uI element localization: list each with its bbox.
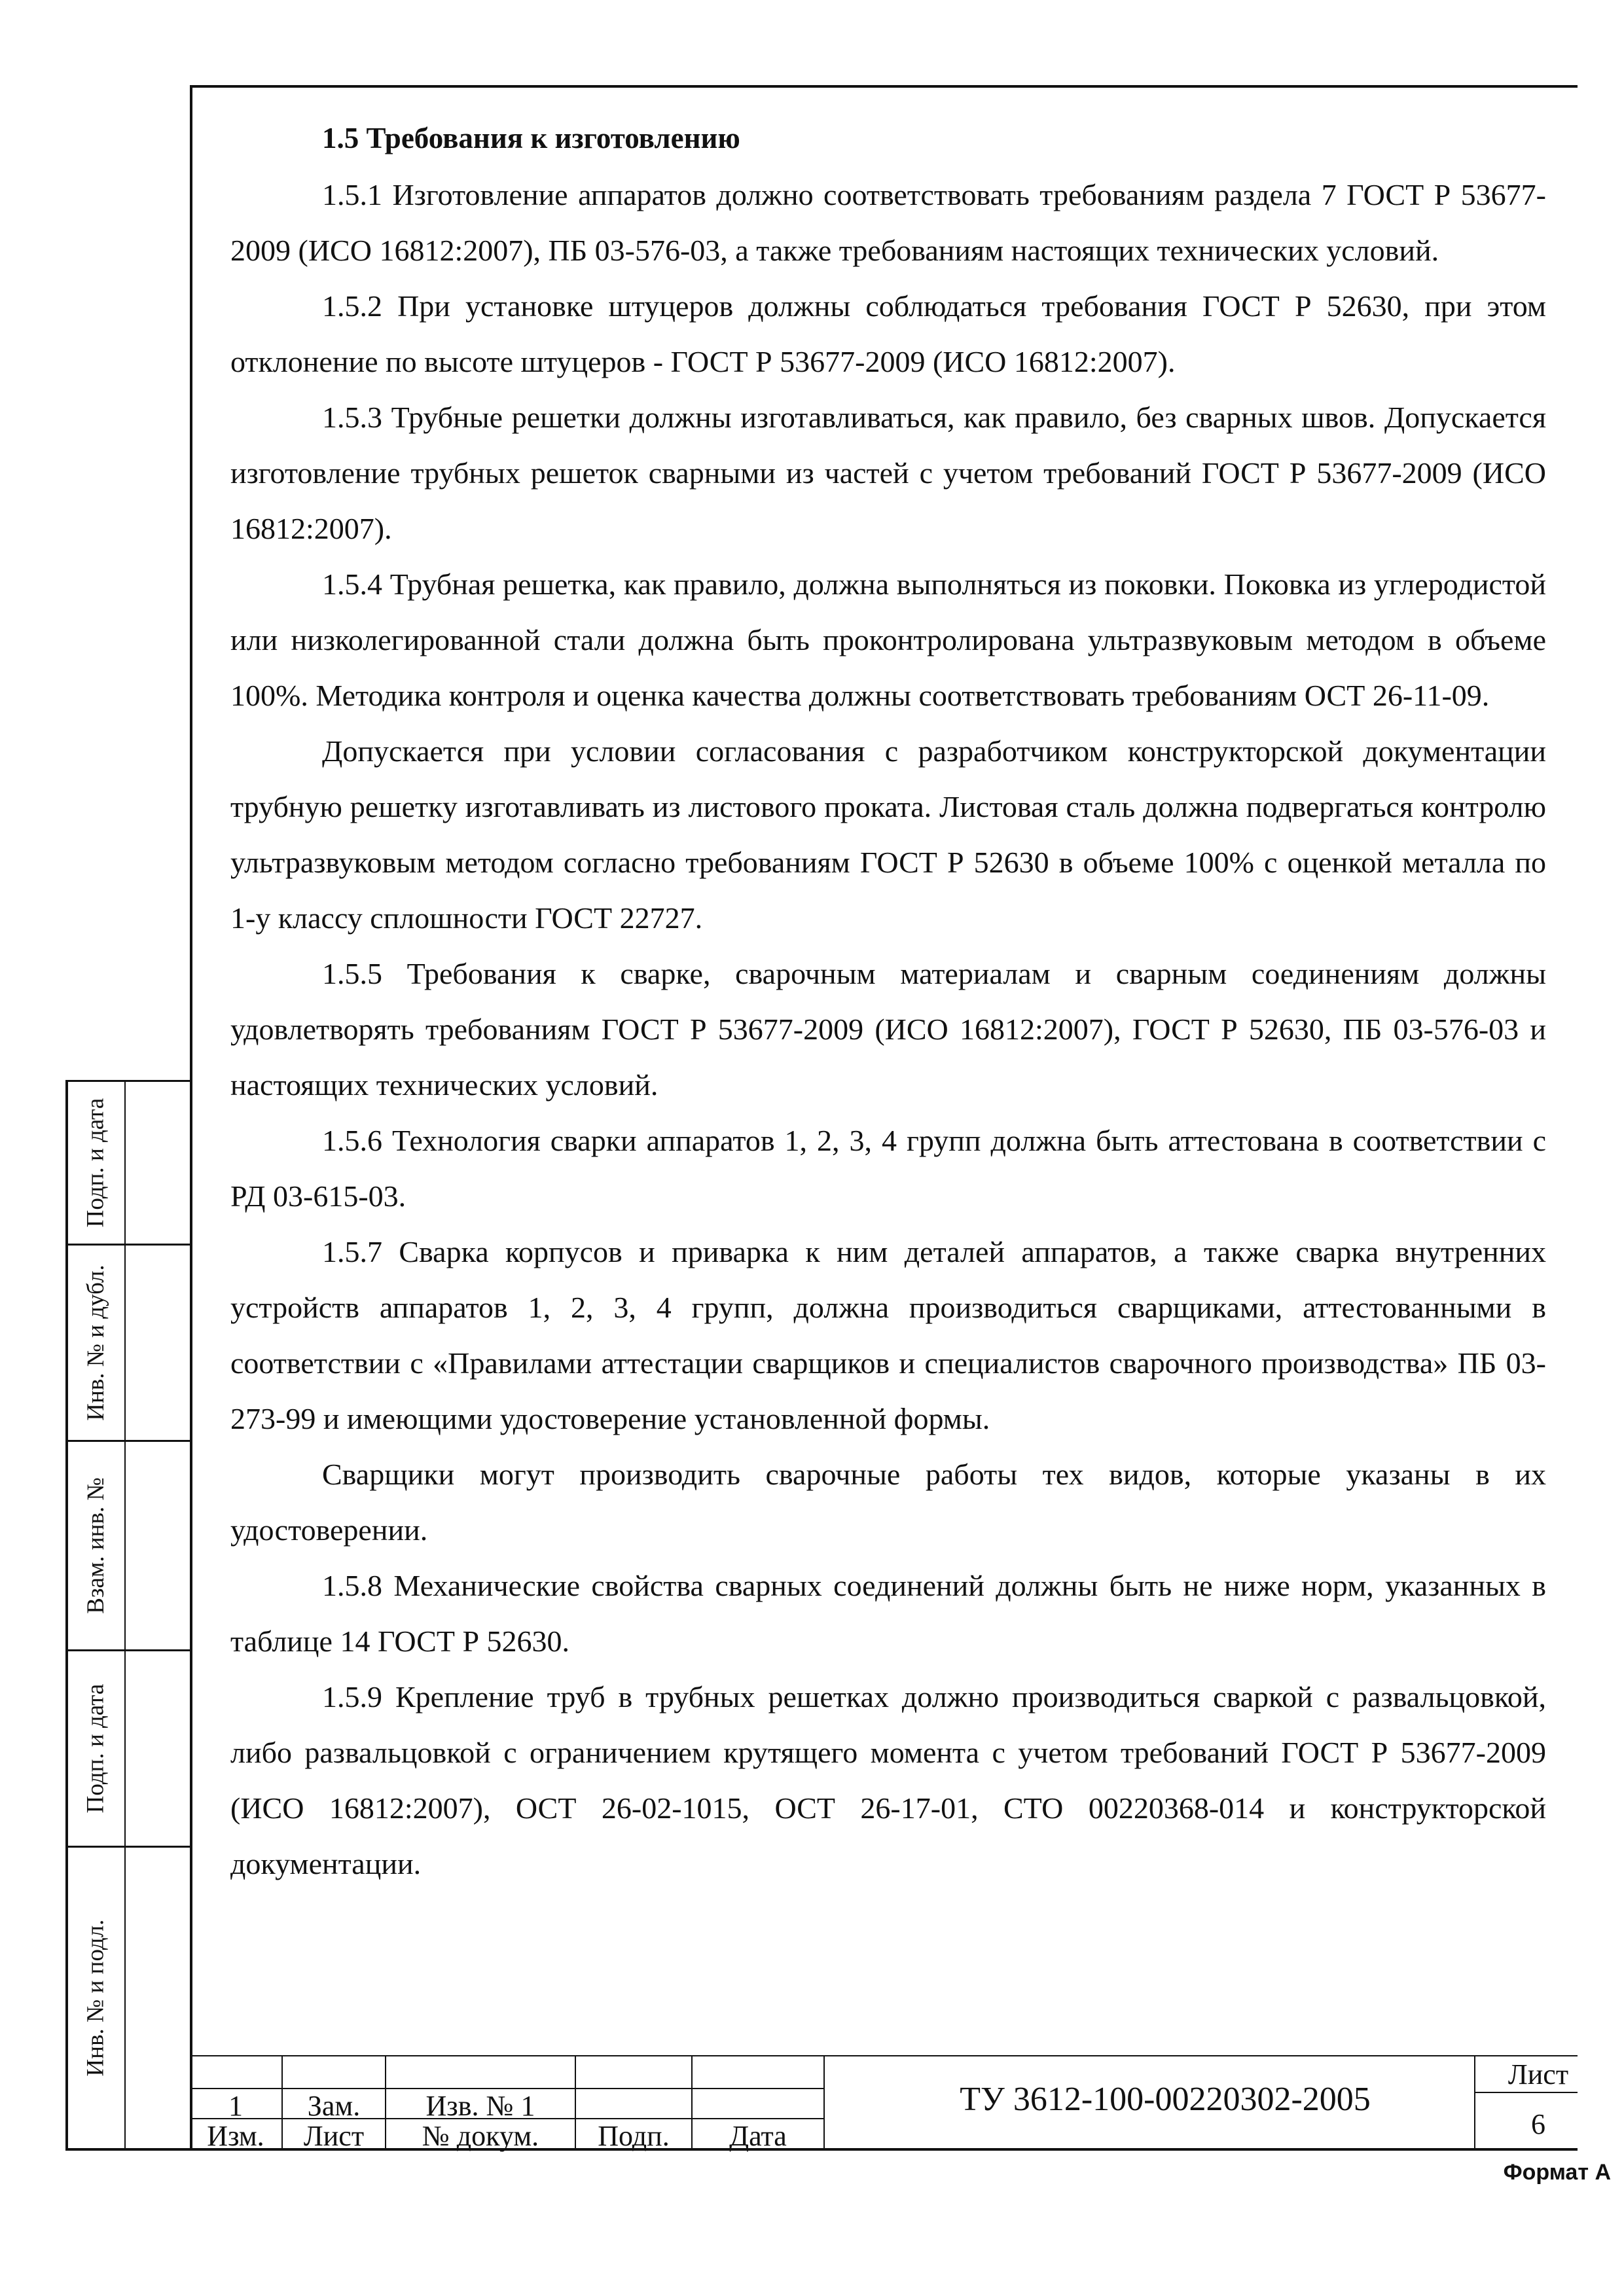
paragraph-1-5-7: 1.5.7 Сварка корпусов и приварка к ним деталей аппаратов, а также сварка внутренних устройств аппаратов 1, 2, 3, 4 групп, должна производиться сварщиками, аттестованными в соответствии с «Правилами аттестации сварщиков и специалистов сварочного производства» ПБ 03-273-99 и имеющими удостоверение установленной формы. — [230, 1235, 1546, 1435]
header-signature: Подп. — [598, 2120, 670, 2152]
side-stamp-cell-original-inv — [65, 1847, 126, 2148]
sheet-number: 6 — [1531, 2108, 1545, 2140]
paragraph-1-5-3: 1.5.3 Трубные решетки должны изготавливаться, как правило, без сварных швов. Допускается изготовление трубных решеток сварными из частей с учетом требований ГОСТ Р 53677-2009 (ИСО 16812:2007). — [230, 401, 1546, 545]
side-stamp-cell-sign-date-2 — [65, 1651, 126, 1846]
side-stamp-label: Подп. и дата — [82, 1098, 109, 1227]
header-date: Дата — [729, 2120, 787, 2152]
side-stamp-label: Инв. № и дубл. — [82, 1264, 109, 1421]
side-stamp-cell-dup-inv — [65, 1245, 126, 1440]
side-stamp-cell-sign-date — [65, 1081, 126, 1244]
paragraph-1-5-5: 1.5.5 Требования к сварке, сварочным материалам и сварным соединениям должны удовлетворять требованиям ГОСТ Р 53677-2009 (ИСО 16812:2007), ГОСТ Р 52630, ПБ 03-576-03 и настоящих технических условий. — [230, 957, 1546, 1102]
paragraph-1-5-6: 1.5.6 Технология сварки аппаратов 1, 2, 3, 4 групп должна быть аттестована в соответствии с РД 03-615-03. — [230, 1124, 1546, 1213]
section-heading: 1.5 Требования к изготовлению — [322, 122, 740, 154]
header-list: Лист — [303, 2120, 365, 2152]
paragraph-1-5-8: 1.5.8 Механические свойства сварных соединений должны быть не ниже норм, указанных в таблице 14 ГОСТ Р 52630. — [230, 1569, 1546, 1658]
paragraph-1-5-4-note: Допускается при условии согласования с разработчиком конструкторской документации трубную решетку изготавливать из листового проката. Листовая сталь должна подвергаться контролю ультразвуковым методом согласно требованиям ГОСТ Р 52630 в объеме 100% с оценкой металла по 1-у классу сплошности ГОСТ 22727. — [230, 734, 1546, 935]
side-stamp-cell-replaced-inv — [65, 1441, 126, 1649]
title-block-col-rule — [823, 2055, 825, 2151]
paragraph-1-5-7-note: Сварщики могут производить сварочные работы тех видов, которые указаны в их удостоверении. — [230, 1458, 1546, 1547]
sheet-label: Лист — [1507, 2058, 1569, 2090]
paragraph-1-5-4: 1.5.4 Трубная решетка, как правило, должна выполняться из поковки. Поковка из углеродистой или низколегированной стали должна быть проконтролирована ультразвуковым методом в объеме 100%. Методика контроля и оценка качества должны соответствовать требованиям ОСТ 26-11-09. — [230, 567, 1546, 712]
header-izm: Изм. — [207, 2120, 264, 2152]
rev-notice: Изв. № 1 — [425, 2090, 535, 2122]
rev-change-type: Зам. — [307, 2090, 361, 2122]
paragraph-1-5-2: 1.5.2 При установке штуцеров должны соблюдаться требования ГОСТ Р 52630, при этом отклонение по высоте штуцеров - ГОСТ Р 53677-2009 (ИСО 16812:2007). — [230, 289, 1546, 378]
side-stamp-label: Подп. и дата — [82, 1683, 109, 1813]
header-doc-number: № докум. — [422, 2120, 539, 2152]
side-stamp-label: Инв. № и подл. — [82, 1919, 109, 2076]
title-block — [190, 2055, 1578, 2151]
frame-left-border — [190, 85, 192, 2151]
title-block-col-rule — [1474, 2055, 1475, 2151]
document-designation: ТУ 3612-100-00220302-2005 — [960, 2081, 1371, 2118]
rev-number: 1 — [228, 2090, 243, 2122]
paper-format-label: Формат А — [1503, 2160, 1611, 2185]
frame-top-border — [190, 85, 1578, 88]
side-stamp-label: Взам. инв. № — [82, 1477, 109, 1614]
document-body — [230, 121, 1546, 1892]
paragraph-1-5-9: 1.5.9 Крепление труб в трубных решетках должно производиться сваркой с развальцовкой, либо развальцовкой с ограничением крутящего момента с учетом требований ГОСТ Р 53677-2009 (ИСО 16812:2007), ОСТ 26-02-1015, ОСТ 26-17-01, СТО 00220368-014 и конструкторской документации. — [230, 1680, 1546, 1880]
title-block-top-rule — [190, 2055, 1578, 2056]
paragraph-1-5-1: 1.5.1 Изготовление аппаратов должно соответствовать требованиям раздела 7 ГОСТ Р 53677-2009 (ИСО 16812:2007), ПБ 03-576-03, а также требованиям настоящих технических условий. — [230, 178, 1546, 267]
sheet-cell-rule — [1474, 2092, 1578, 2093]
